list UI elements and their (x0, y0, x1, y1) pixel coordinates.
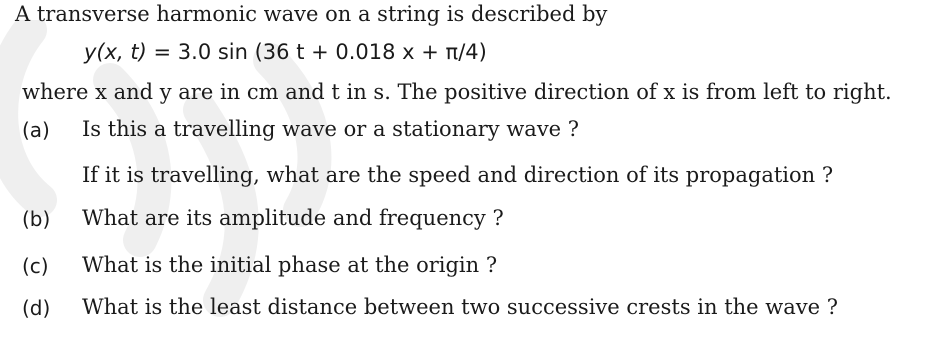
equation-lhs: y(x, t) (84, 40, 147, 64)
question-a-followup: If it is travelling, what are the speed and direction of its propagation ? (82, 163, 834, 187)
equation-rhs: = 3.0 sin (36 t + 0.018 x + π/4) (153, 40, 487, 64)
question-c-text: What is the initial phase at the origin ? (82, 253, 498, 277)
question-a-text: Is this a travelling wave or a stationary wave ? (82, 117, 580, 141)
question-a-label: (a) (22, 118, 50, 142)
intro-text: A transverse harmonic wave on a string is described by (15, 2, 608, 26)
units-statement: where x and y are in cm and t in s. The positive direction of x is from left to right. (22, 80, 892, 104)
question-b-label: (b) (22, 207, 51, 231)
question-d-label: (d) (22, 296, 51, 320)
question-c-label: (c) (22, 254, 49, 278)
wave-equation (84, 42, 487, 63)
question-b-text: What are its amplitude and frequency ? (82, 206, 504, 230)
question-d-text: What is the least distance between two successive crests in the wave ? (82, 295, 838, 319)
